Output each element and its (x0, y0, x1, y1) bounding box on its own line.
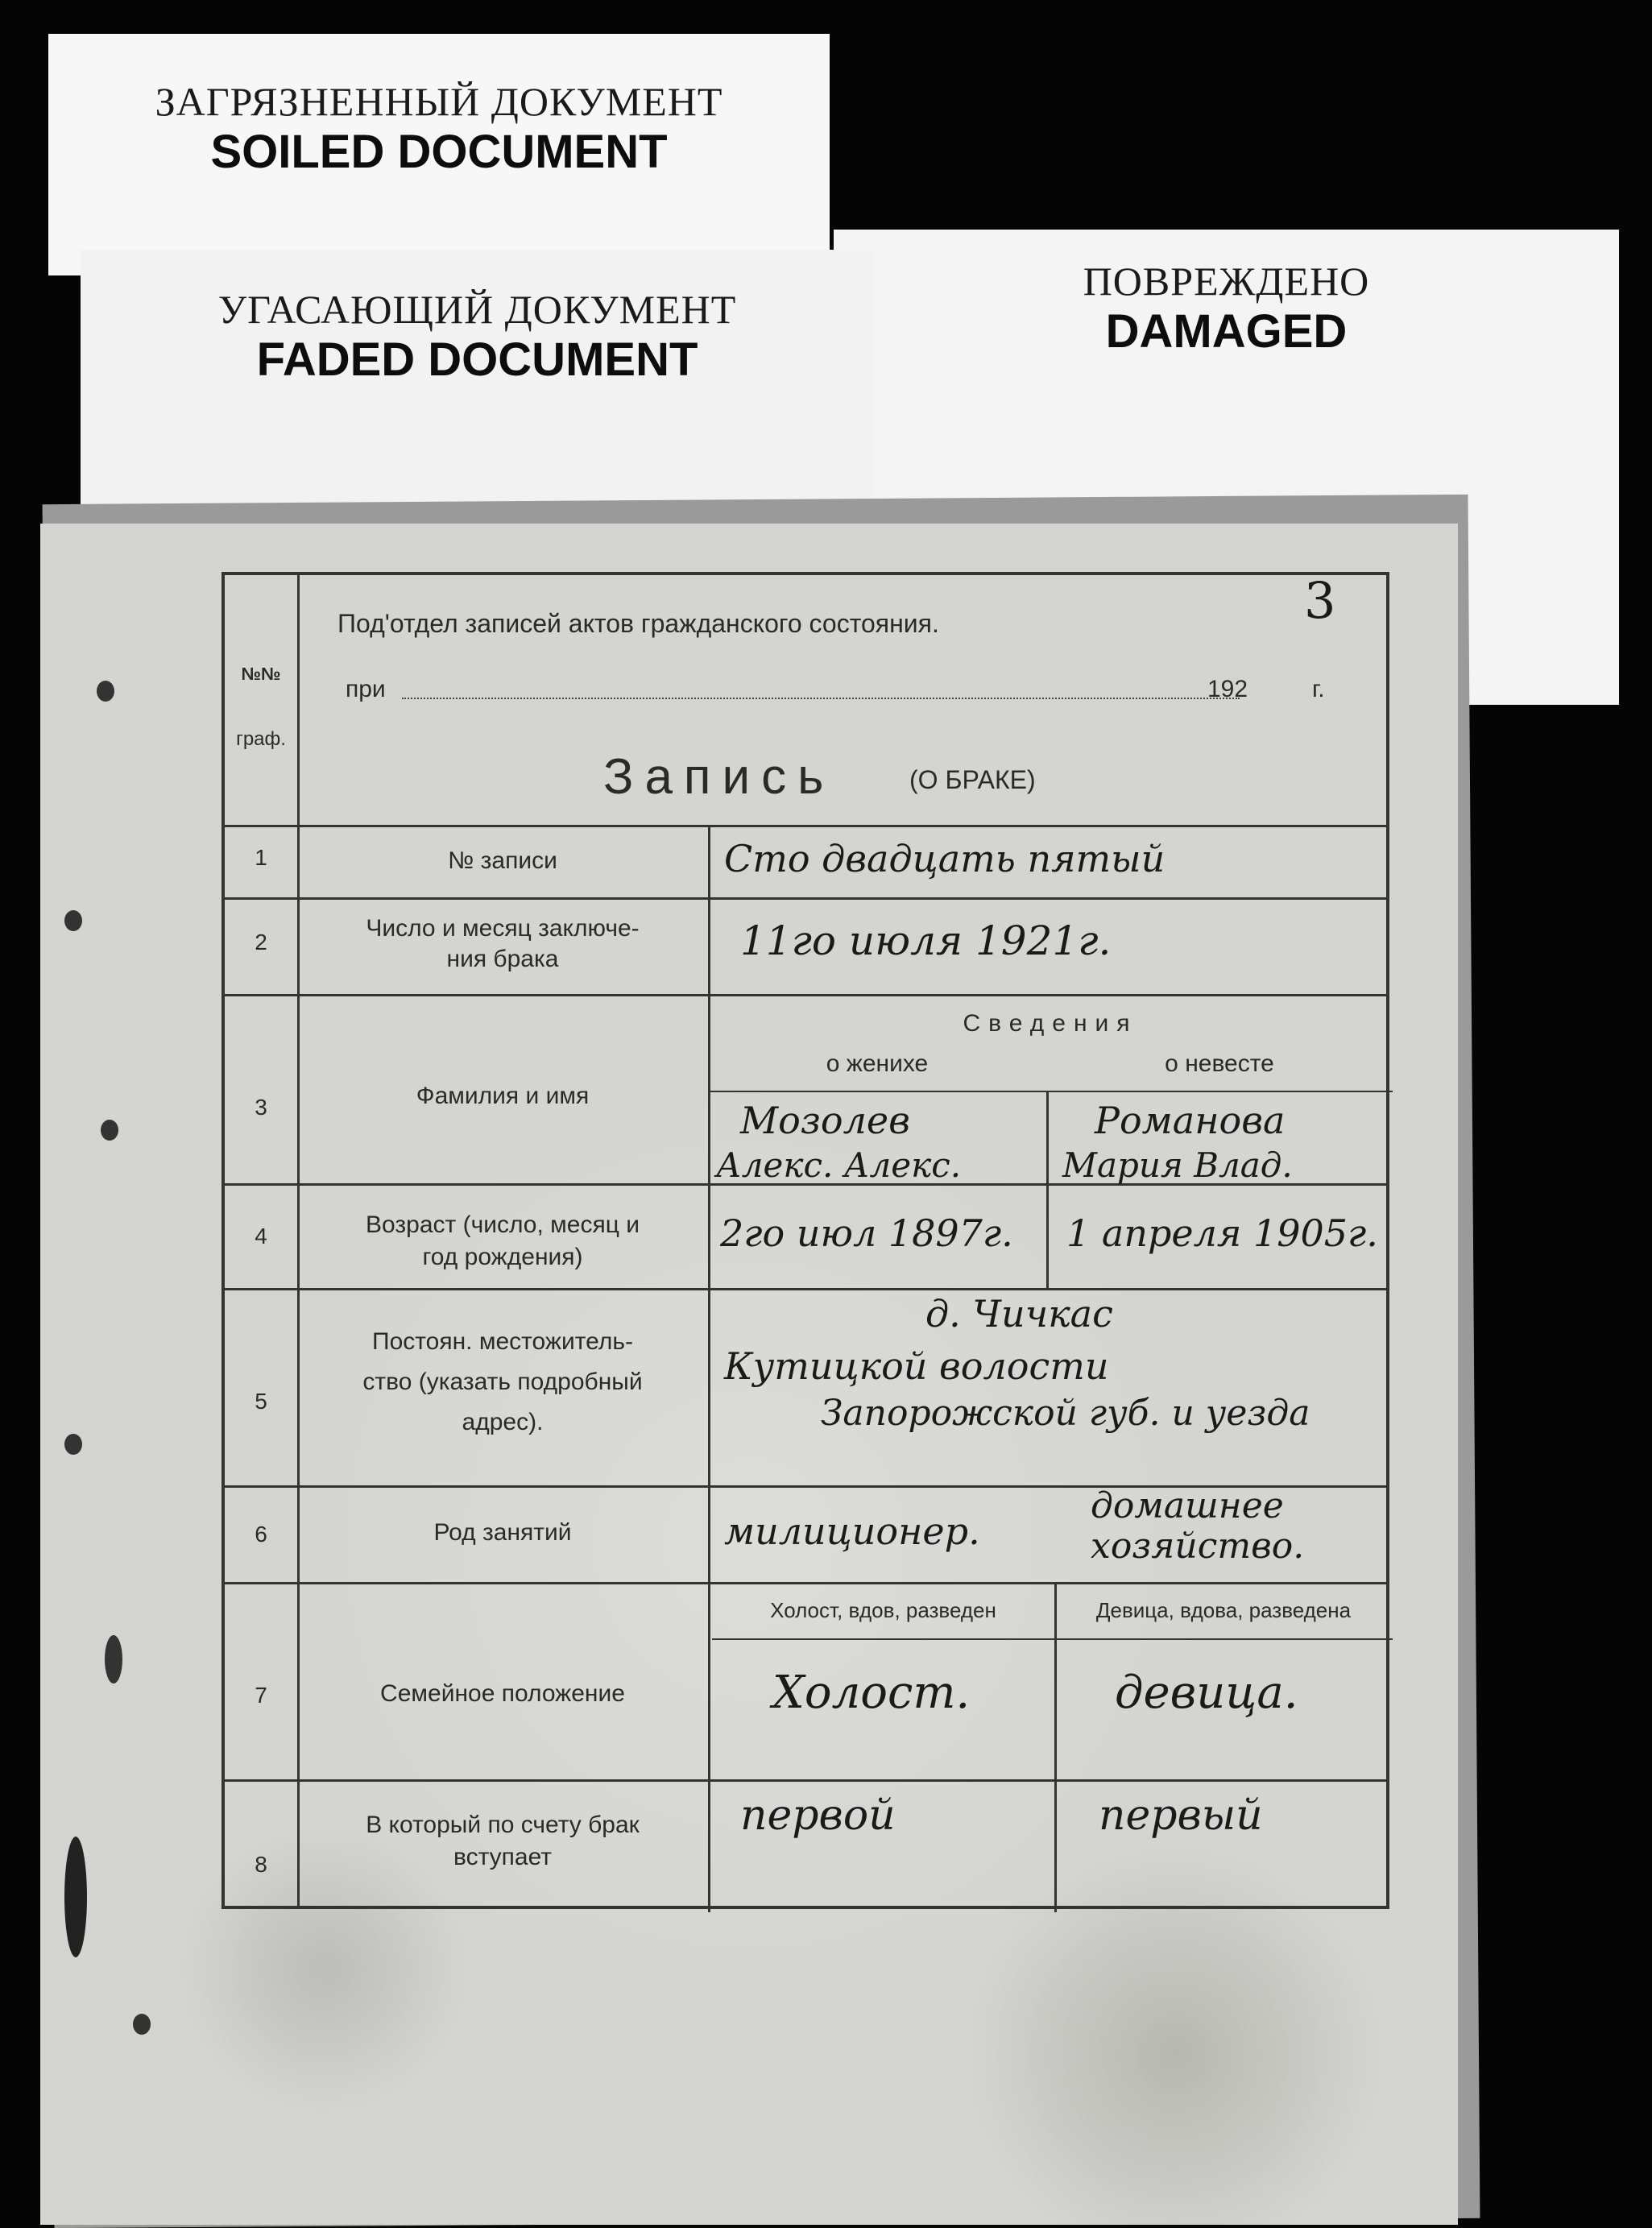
col-number-label: №№ (241, 664, 281, 684)
pri-label: при (346, 676, 386, 702)
groom-status-header: Холост, вдов, разведен (770, 1598, 996, 1622)
binding-hole (105, 1635, 122, 1683)
row-label: В который по счету брак (366, 1812, 640, 1838)
marriage-record-form (222, 572, 1389, 1909)
row-number: 2 (255, 930, 267, 955)
handwritten-bride-dob: 1 апреля 1905г. (1066, 1211, 1378, 1255)
handwritten-groom-dob: 2го июл 1897г. (720, 1211, 1013, 1255)
row-label: Род занятий (433, 1519, 572, 1546)
groom-header: о женихе (826, 1050, 929, 1077)
row-divider (225, 1779, 1386, 1782)
row-number: 6 (255, 1522, 267, 1547)
row-label: Фамилия и имя (416, 1083, 590, 1109)
faded-label-ru: УГАСАЮЩИЙ ДОКУМЕНТ (217, 287, 737, 332)
handwritten-groom-surname: Мозолев (740, 1099, 910, 1142)
column-divider (708, 825, 710, 1912)
handwritten-residence-2: Кутицкой волости (724, 1344, 1109, 1388)
handwritten-bride-name: Мария Влад. (1062, 1145, 1293, 1185)
row-number: 4 (255, 1224, 267, 1249)
subheader-divider (712, 1638, 1393, 1640)
bride-header: о невесте (1165, 1050, 1274, 1077)
soiled-label-en: SOILED DOCUMENT (210, 126, 668, 178)
handwritten-groom-name: Алекс. Алекс. (716, 1145, 962, 1185)
form-header-title: Под'отдел записей актов гражданского состояния. (337, 609, 939, 638)
handwritten-groom-occupation: милиционер. (724, 1509, 980, 1553)
binding-hole (64, 910, 82, 931)
pri-dotted-line (402, 698, 1240, 699)
page-number: 3 (1304, 571, 1336, 630)
row-divider (225, 897, 1386, 900)
binding-hole (101, 1120, 118, 1141)
handwritten-bride-occupation-1: домашнее (1091, 1485, 1284, 1526)
handwritten-residence-3: Запорожской губ. и уезда (821, 1393, 1310, 1434)
year-label: 192 (1207, 676, 1248, 702)
binding-hole (64, 1434, 82, 1455)
row-label: Семейное положение (380, 1680, 625, 1707)
binding-hole (133, 2014, 151, 2035)
row-label: Возраст (число, месяц и (366, 1211, 640, 1238)
row-divider (225, 1582, 1386, 1584)
handwritten-groom-status: Холост. (772, 1667, 971, 1719)
soiled-document-label (48, 34, 830, 275)
handwritten-bride-occupation-2: хозяйство. (1091, 1526, 1305, 1567)
year-suffix: г. (1312, 676, 1325, 702)
row-number: 8 (255, 1852, 267, 1877)
form-title-sub: (О БРАКЕ) (909, 765, 1036, 794)
row-divider (225, 825, 1386, 827)
handwritten-marriage-date: 11го июля 1921г. (740, 917, 1112, 964)
handwritten-record-number: Сто двадцать пятый (724, 837, 1166, 880)
row-label: № записи (448, 847, 557, 874)
form-title: Запись (603, 749, 835, 805)
handwritten-bride-status: девица. (1115, 1667, 1298, 1719)
soiled-label-ru: ЗАГРЯЗНЕННЫЙ ДОКУМЕНТ (155, 79, 723, 124)
svedeniya-header: Сведения (963, 1010, 1138, 1037)
row-label: Число и месяц заключе- (366, 915, 640, 942)
row-label-line2: вступает (453, 1844, 553, 1870)
row-label: Постоян. местожитель- (372, 1328, 633, 1355)
col-number-label2: граф. (236, 728, 286, 750)
row-number: 5 (255, 1389, 267, 1414)
damaged-label-ru: ПОВРЕЖДЕНО (1083, 259, 1370, 304)
row-number: 1 (255, 845, 267, 870)
row-number: 3 (255, 1095, 267, 1120)
row-label-line3: адрес). (462, 1409, 544, 1435)
binding-tear (64, 1837, 87, 1957)
column-divider (1046, 1091, 1049, 1288)
handwritten-groom-marriage-count: первой (740, 1791, 896, 1840)
handwritten-bride-surname: Романова (1095, 1099, 1286, 1142)
subheader-divider (708, 1091, 1393, 1092)
handwritten-bride-marriage-count: первый (1099, 1791, 1263, 1840)
bride-status-header: Девица, вдова, разведена (1095, 1598, 1352, 1622)
damaged-label-en: DAMAGED (1105, 305, 1348, 358)
column-divider (1054, 1582, 1057, 1912)
row-number: 7 (255, 1683, 267, 1708)
row-divider (225, 1288, 1386, 1290)
row-divider (225, 994, 1386, 996)
binding-hole (97, 681, 114, 702)
row-label-line2: ство (указать подробный (362, 1369, 643, 1395)
faded-label-en: FADED DOCUMENT (256, 333, 698, 386)
row-label-line2: ния брака (446, 946, 559, 972)
faded-document-label (81, 250, 874, 516)
row-label-line2: год рождения) (422, 1244, 583, 1270)
handwritten-residence-1: д. Чичкас (925, 1292, 1113, 1336)
